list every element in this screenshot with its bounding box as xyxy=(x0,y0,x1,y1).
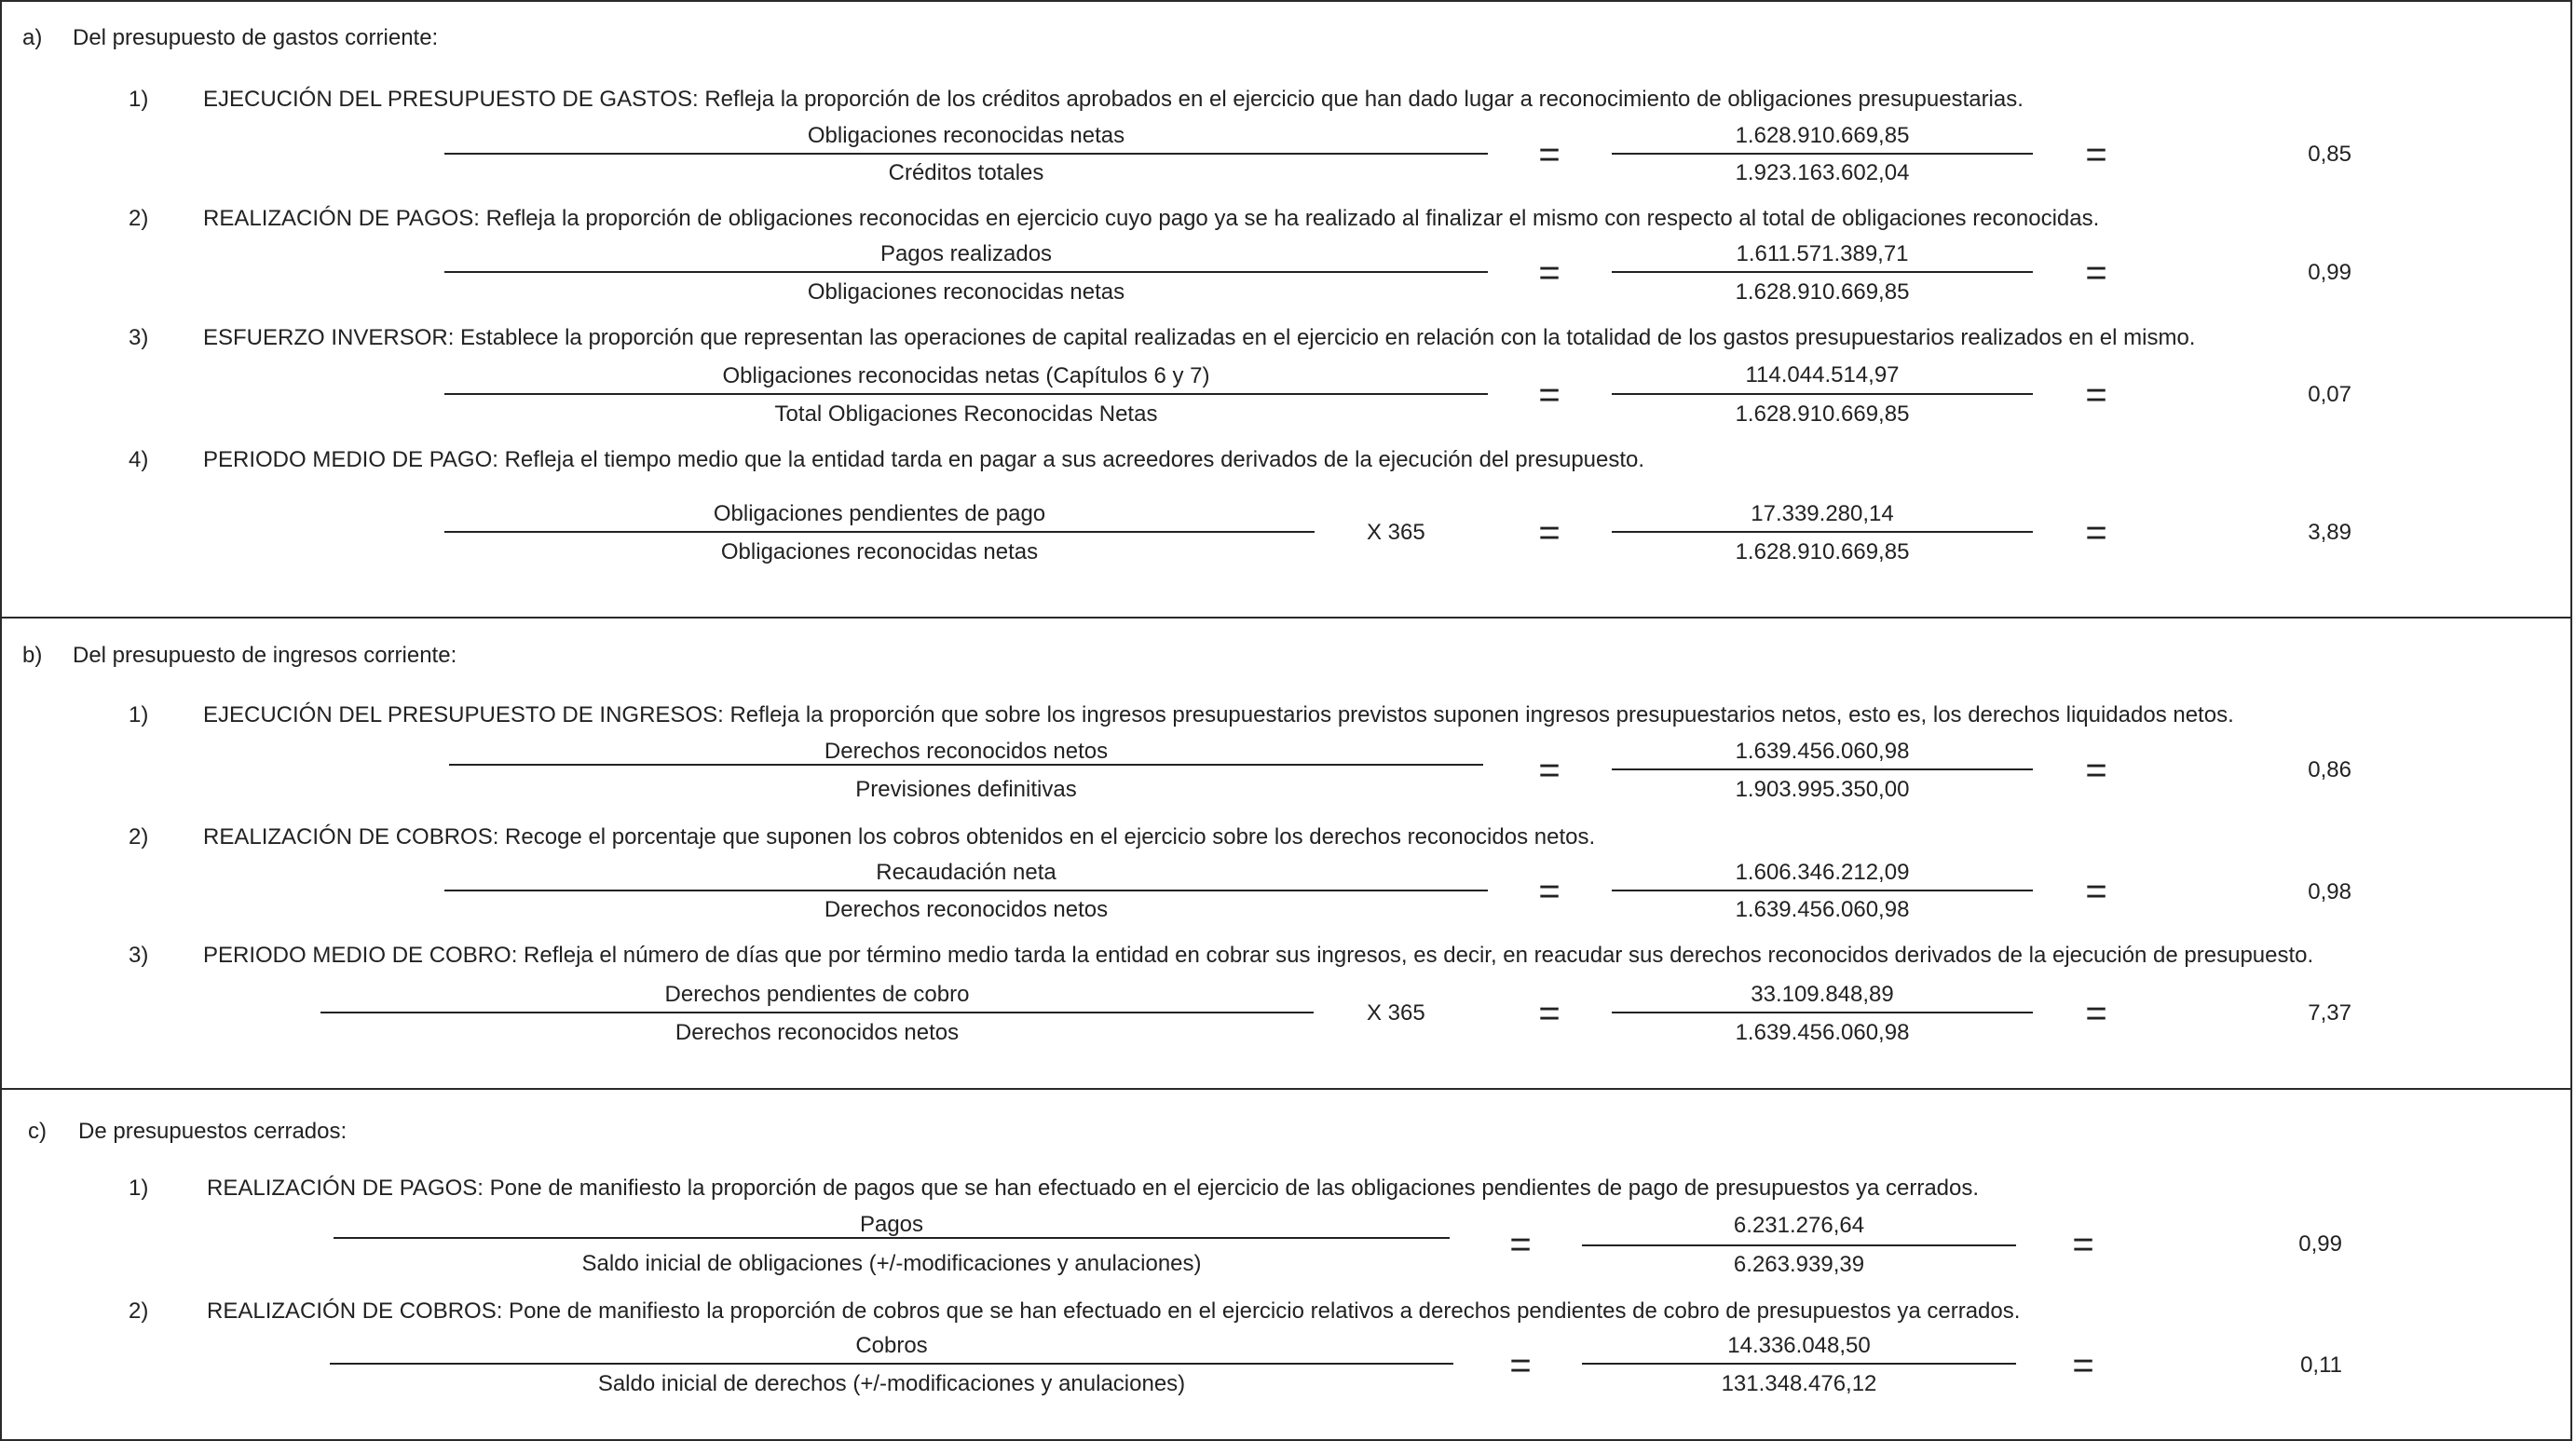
b2-value-line xyxy=(1612,890,2033,891)
a4-description: PERIODO MEDIO DE PAGO: Refleja el tiempo medio que la entidad tarda en pagar a sus acreedores derivados de la ejecución del presupuesto. xyxy=(203,447,1645,472)
c2-description: REALIZACIÓN DE COBROS: Pone de manifiesto la proporción de cobros que se han efectuado en el ejercicio relativos a derechos pendientes de cobro de presupuestos ya cerrados. xyxy=(207,1298,2021,1324)
a3-equals-2: = xyxy=(2085,374,2107,415)
a1-result: 0,85 xyxy=(2308,142,2351,167)
a1-denominator-value: 1.923.163.602,04 xyxy=(1735,160,1910,185)
c2-fraction-line xyxy=(330,1363,1453,1365)
a4-multiplier: X 365 xyxy=(1367,520,1425,545)
a3-description: ESFUERZO INVERSOR: Establece la proporción que representan las operaciones de capital realizadas en el ejercicio en relación con la totalidad de los gastos presupuestarios realizados en el mismo. xyxy=(203,325,2196,350)
a2-denominator-value: 1.628.910.669,85 xyxy=(1735,279,1910,305)
b2-denominator-label: Derechos reconocidos netos xyxy=(824,897,1109,922)
a2-result: 0,99 xyxy=(2308,260,2351,285)
b1-numerator-label: Derechos reconocidos netos xyxy=(824,739,1109,764)
a3-result: 0,07 xyxy=(2308,382,2351,407)
b3-equals-1: = xyxy=(1538,993,1561,1034)
c1-value-line xyxy=(1582,1244,2016,1246)
a2-fraction-line xyxy=(444,271,1488,273)
section-a-letter: a) xyxy=(22,25,43,50)
c2-equals-2: = xyxy=(2072,1345,2094,1386)
b1-fraction-line xyxy=(449,764,1483,766)
a3-denominator-value: 1.628.910.669,85 xyxy=(1735,401,1910,427)
a1-equals-1: = xyxy=(1538,134,1561,175)
a4-equals-2: = xyxy=(2085,512,2107,553)
a1-denominator-label: Créditos totales xyxy=(888,160,1044,185)
a4-numerator-label: Obligaciones pendientes de pago xyxy=(713,501,1046,526)
b3-value-line xyxy=(1612,1012,2033,1013)
b3-numerator-value: 33.109.848,89 xyxy=(1751,982,1894,1007)
b1-result: 0,86 xyxy=(2308,757,2351,782)
b3-description: PERIODO MEDIO DE COBRO: Refleja el número de días que por término medio tarda la entidad en cobrar sus ingresos, es decir, en reacudar sus derechos reconocidos derivados de la ejecución de presupuesto. xyxy=(203,943,2314,968)
c2-value-line xyxy=(1582,1363,2016,1365)
a2-value-line xyxy=(1612,271,2033,273)
b3-result: 7,37 xyxy=(2308,1000,2351,1026)
c1-denominator-label: Saldo inicial de obligaciones (+/-modificaciones y anulaciones) xyxy=(581,1251,1202,1276)
a3-numerator-label: Obligaciones reconocidas netas (Capítulos 6 y 7) xyxy=(722,363,1210,388)
a1-fraction-line xyxy=(444,153,1488,155)
a2-number: 2) xyxy=(129,206,149,231)
a1-numerator-label: Obligaciones reconocidas netas xyxy=(807,123,1125,148)
c1-equals-1: = xyxy=(1509,1224,1532,1265)
section-a-title: Del presupuesto de gastos corriente: xyxy=(73,25,439,50)
c2-equals-1: = xyxy=(1509,1345,1532,1386)
c1-number: 1) xyxy=(129,1176,149,1201)
a3-equals-1: = xyxy=(1538,374,1561,415)
a4-denominator-label: Obligaciones reconocidas netas xyxy=(720,539,1039,564)
a2-numerator-value: 1.611.571.389,71 xyxy=(1736,241,1909,266)
a4-value-line xyxy=(1612,531,2033,533)
b1-number: 1) xyxy=(129,702,149,727)
b2-numerator-label: Recaudación neta xyxy=(876,860,1056,885)
b3-number: 3) xyxy=(129,943,149,968)
c2-number: 2) xyxy=(129,1298,149,1324)
b3-numerator-label: Derechos pendientes de cobro xyxy=(664,982,970,1007)
c1-numerator-label: Pagos xyxy=(859,1212,924,1237)
c1-result: 0,99 xyxy=(2298,1231,2342,1257)
b2-numerator-value: 1.606.346.212,09 xyxy=(1735,860,1910,885)
a4-numerator-value: 17.339.280,14 xyxy=(1751,501,1894,526)
a3-number: 3) xyxy=(129,325,149,350)
c2-numerator-label: Cobros xyxy=(855,1333,928,1358)
b1-value-line xyxy=(1612,768,2033,770)
c2-numerator-value: 14.336.048,50 xyxy=(1727,1333,1871,1358)
a2-equals-2: = xyxy=(2085,252,2107,293)
b2-number: 2) xyxy=(129,824,149,850)
b1-description: EJECUCIÓN DEL PRESUPUESTO DE INGRESOS: Refleja la proporción que sobre los ingresos presupuestarios previstos suponen ingresos presupuestarios netos, esto es, los derechos liquidados netos. xyxy=(203,702,2234,727)
a3-fraction-line xyxy=(444,393,1488,395)
b2-result: 0,98 xyxy=(2308,879,2351,904)
c2-denominator-value: 131.348.476,12 xyxy=(1721,1371,1877,1396)
a4-number: 4) xyxy=(129,447,149,472)
b1-numerator-value: 1.639.456.060,98 xyxy=(1735,739,1910,764)
c1-fraction-line xyxy=(334,1237,1450,1239)
c1-description: REALIZACIÓN DE PAGOS: Pone de manifiesto la proporción de pagos que se han efectuado en el ejercicio de las obligaciones pendientes de pago de presupuestos ya cerrados. xyxy=(207,1176,1980,1201)
b3-fraction-line xyxy=(320,1012,1314,1013)
b2-description: REALIZACIÓN DE COBROS: Recoge el porcentaje que suponen los cobros obtenidos en el ejercicio sobre los derechos reconocidos netos. xyxy=(203,824,1596,850)
b2-fraction-line xyxy=(444,890,1488,891)
a2-numerator-label: Pagos realizados xyxy=(879,241,1053,266)
section-b-letter: b) xyxy=(22,643,43,668)
a4-fraction-line xyxy=(444,531,1315,533)
b3-multiplier: X 365 xyxy=(1367,1000,1425,1026)
a4-denominator-value: 1.628.910.669,85 xyxy=(1735,539,1910,564)
c2-denominator-label: Saldo inicial de derechos (+/-modificaciones y anulaciones) xyxy=(597,1371,1186,1396)
a1-equals-2: = xyxy=(2085,134,2107,175)
c2-result: 0,11 xyxy=(2300,1353,2342,1378)
c1-denominator-value: 6.263.939,39 xyxy=(1733,1252,1865,1277)
section-c-letter: c) xyxy=(28,1119,47,1144)
section-c-title: De presupuestos cerrados: xyxy=(78,1119,348,1144)
a2-denominator-label: Obligaciones reconocidas netas xyxy=(807,279,1125,305)
b2-equals-1: = xyxy=(1538,871,1561,912)
a1-value-line xyxy=(1612,153,2033,155)
b1-equals-2: = xyxy=(2085,750,2107,791)
b1-equals-1: = xyxy=(1538,750,1561,791)
a1-numerator-value: 1.628.910.669,85 xyxy=(1735,123,1910,148)
a4-result: 3,89 xyxy=(2308,520,2351,545)
c1-equals-2: = xyxy=(2072,1224,2094,1265)
b1-denominator-value: 1.903.995.350,00 xyxy=(1735,777,1910,802)
c1-numerator-value: 6.231.276,64 xyxy=(1733,1213,1865,1238)
b2-equals-2: = xyxy=(2085,871,2107,912)
b3-denominator-label: Derechos reconocidos netos xyxy=(675,1020,960,1045)
a3-numerator-value: 114.044.514,97 xyxy=(1745,362,1900,387)
a2-equals-1: = xyxy=(1538,252,1561,293)
b2-denominator-value: 1.639.456.060,98 xyxy=(1735,897,1910,922)
b1-denominator-label: Previsiones definitivas xyxy=(855,777,1077,802)
a3-denominator-label: Total Obligaciones Reconocidas Netas xyxy=(774,401,1158,427)
a1-number: 1) xyxy=(129,87,149,112)
b3-denominator-value: 1.639.456.060,98 xyxy=(1735,1020,1910,1045)
a4-equals-1: = xyxy=(1538,512,1561,553)
a2-description: REALIZACIÓN DE PAGOS: Refleja la proporción de obligaciones reconocidas en ejercicio cuyo pago ya se ha realizado al finalizar el mismo con respecto al total de obligaciones reconocidas. xyxy=(203,206,2100,231)
a3-value-line xyxy=(1612,393,2033,395)
b3-equals-2: = xyxy=(2085,993,2107,1034)
section-b-title: Del presupuesto de ingresos corriente: xyxy=(73,643,457,668)
a1-description: EJECUCIÓN DEL PRESUPUESTO DE GASTOS: Refleja la proporción de los créditos aprobados en el ejercicio que han dado lugar a reconocimiento de obligaciones presupuestarias. xyxy=(203,87,2024,112)
